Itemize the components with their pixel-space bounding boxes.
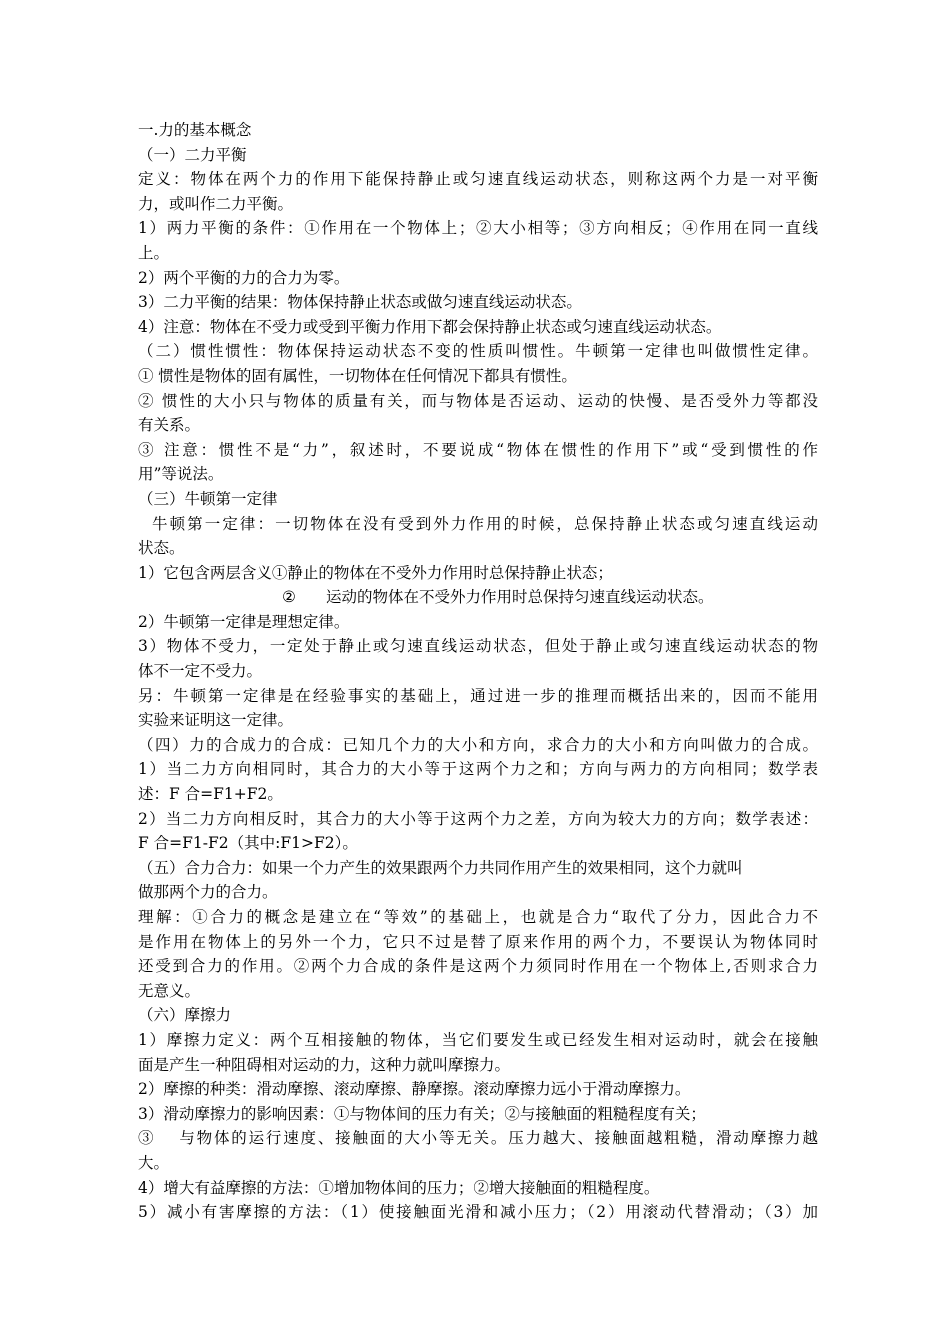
paragraph-line: 3）二力平衡的结果：物体保持静止状态或做匀速直线运动状态。: [138, 293, 582, 312]
paragraph-line: 力，或叫作二力平衡。: [138, 194, 294, 213]
section-heading: （一）二力平衡: [138, 145, 247, 164]
list-item: [138, 585, 818, 610]
paragraph-line: F 合=F1-F2（其中:F1>F2）。: [138, 834, 358, 853]
section-heading: （六）摩擦力: [138, 1006, 232, 1025]
paragraph-line: 5）减小有害摩擦的方法：（1）使接触面光滑和减小压力；（2）用滚动代替滑动；（3）加: [138, 1203, 818, 1222]
paragraph-line: 2）两个平衡的力的合力为零。: [138, 268, 350, 287]
paragraph-line: ③ 注意：惯性不是“力”，叙述时，不要说成“物体在惯性的作用下”或“受到惯性的作: [138, 440, 818, 459]
paragraph-line: ② 惯性的大小只与物体的质量有关，而与物体是否运动、运动的快慢、是否受外力等都没: [138, 391, 818, 410]
paragraph-line: 面是产生一种阻碍相对运动的力，这种力就叫摩擦力。: [138, 1055, 511, 1074]
section-heading: （二）惯性惯性：物体保持运动状态不变的性质叫惯性。牛顿第一定律也叫做惯性定律。: [138, 342, 818, 361]
document-body: [138, 118, 818, 1225]
paragraph-line: 无意义。: [138, 981, 201, 1000]
paragraph-line: 1）两力平衡的条件：①作用在一个物体上；②大小相等；③方向相反；④作用在同一直线: [138, 219, 818, 238]
paragraph-line: 用”等说法。: [138, 465, 224, 484]
paragraph-line: 大。: [138, 1153, 170, 1172]
paragraph-line: 另：牛顿第一定律是在经验事实的基础上，通过进一步的推理而概括出来的，因而不能用: [138, 686, 818, 705]
section-heading: （四）力的合成力的合成：已知几个力的大小和方向，求合力的大小和方向叫做力的合成。: [138, 735, 818, 754]
section-heading: （三）牛顿第一定律: [138, 489, 278, 508]
paragraph-line: 定义：物体在两个力的作用下能保持静止或匀速直线运动状态，则称这两个力是一对平衡: [138, 170, 818, 189]
list-item-text: 运动的物体在不受外力作用时总保持匀速直线运动状态。: [326, 588, 714, 607]
paragraph-line: ① 惯性是物体的固有属性，一切物体在任何情况下都具有惯性。: [138, 366, 577, 385]
paragraph-line: 上。: [138, 243, 170, 262]
paragraph-line: 1）当二力方向相同时，其合力的大小等于这两个力之和；方向与两力的方向相同；数学表: [138, 760, 818, 779]
list-marker: ②: [282, 588, 296, 607]
paragraph-line: 做那两个力的合力。: [138, 883, 278, 902]
paragraph-line: 有关系。: [138, 416, 201, 435]
paragraph-line: 2）摩擦的种类：滑动摩擦、滚动摩擦、静摩擦。滚动摩擦力远小于滑动摩擦力。: [138, 1080, 691, 1099]
paragraph-line: 4）注意：物体在不受力或受到平衡力作用下都会保持静止状态或匀速直线运动状态。: [138, 317, 722, 336]
paragraph-line: 述：F 合=F1+F2。: [138, 785, 283, 804]
paragraph-line: ③ 与物体的运行速度、接触面的大小等无关。压力越大、接触面越粗糙，滑动摩擦力越: [138, 1129, 818, 1148]
paragraph-line: 4）增大有益摩擦的方法：①增加物体间的压力；②增大接触面的粗糙程度。: [138, 1178, 660, 1197]
paragraph-line: 1）它包含两层含义①静止的物体在不受外力作用时总保持静止状态；: [138, 563, 613, 582]
paragraph-line: 3）物体不受力，一定处于静止或匀速直线运动状态，但处于静止或匀速直线运动状态的物: [138, 637, 818, 656]
paragraph-line: 状态。: [138, 539, 185, 558]
paragraph-line: 3）滑动摩擦力的影响因素：①与物体间的压力有关；②与接触面的粗糙程度有关；: [138, 1104, 706, 1123]
paragraph-line: 还受到合力的作用。②两个力合成的条件是这两个力须同时作用在一个物体上,否则求合力: [138, 957, 818, 976]
paragraph-line: 理解：①合力的概念是建立在“等效”的基础上，也就是合力“取代了分力，因此合力不: [138, 908, 818, 926]
document-title: 一.力的基本概念: [138, 121, 252, 139]
paragraph-line: 1）摩擦力定义：两个互相接触的物体，当它们要发生或已经发生相对运动时，就会在接触: [138, 1030, 818, 1049]
paragraph-line: 实验来证明这一定律。: [138, 711, 294, 730]
paragraph-line: 2）牛顿第一定律是理想定律。: [138, 612, 350, 631]
paragraph-line: 是作用在物体上的另外一个力，它只不过是替了原来作用的两个力，不要误认为物体同时: [138, 932, 818, 951]
paragraph-line: 体不一定不受力。: [138, 662, 263, 681]
paragraph-line: 牛顿第一定律：一切物体在没有受到外力作用的时候，总保持静止状态或匀速直线运动: [152, 514, 818, 533]
paragraph-line: 2）当二力方向相反时，其合力的大小等于这两个力之差，方向为较大力的方向；数学表述：: [138, 809, 818, 828]
section-heading: （五）合力合力：如果一个力产生的效果跟两个力共同作用产生的效果相同，这个力就叫: [138, 858, 743, 877]
